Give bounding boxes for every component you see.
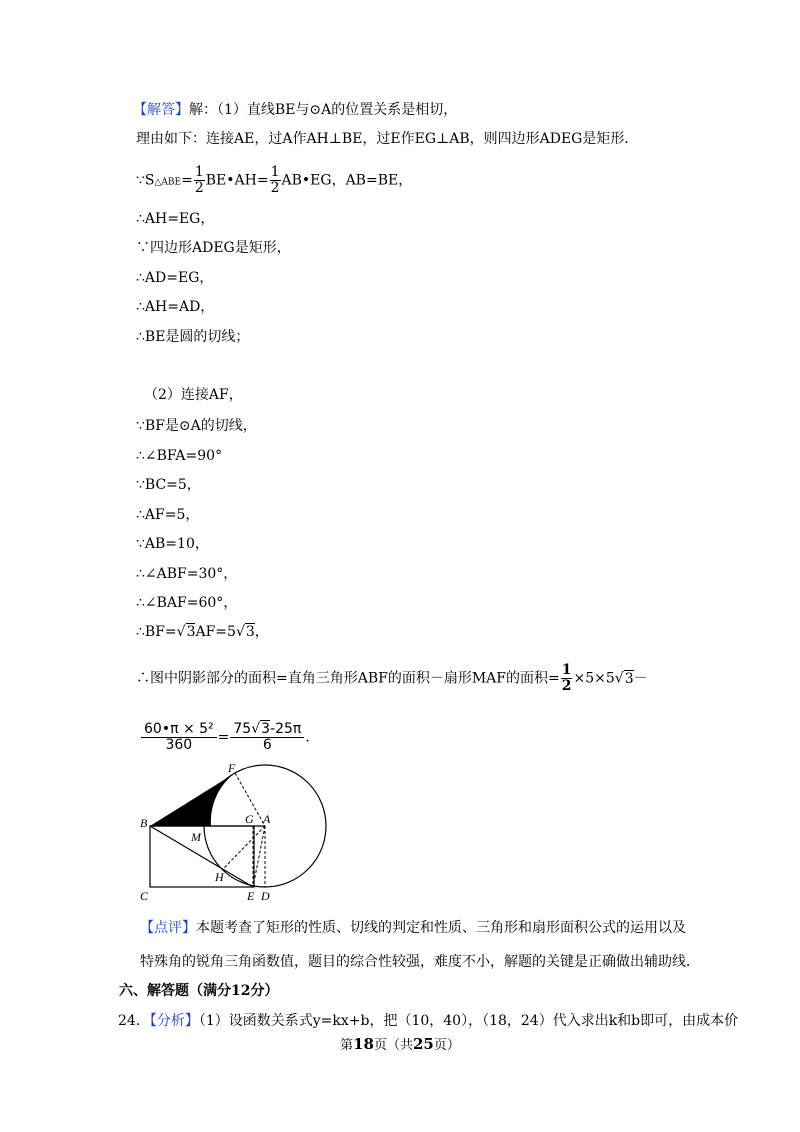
frac-den: 360 (165, 737, 193, 753)
q24-line (118, 1011, 738, 1031)
label-d: D (261, 889, 270, 903)
label-e: E (247, 889, 255, 903)
frac-den: 2 (270, 180, 280, 196)
line-1 (133, 100, 457, 120)
equals: = (217, 729, 230, 746)
frac-num: 1 (194, 164, 204, 180)
footer-mid: 页（共 (373, 1038, 413, 1053)
line-15: ∴∠ABF=30°， (136, 566, 238, 582)
line-12: ∵BC=5， (136, 477, 201, 493)
line-10: ∵BF是⊙A的切线， (136, 418, 257, 434)
frac-num: 75√3-25π (230, 722, 304, 738)
sqrt: 3 (186, 624, 196, 640)
shaded-region (150, 773, 235, 826)
line-8: ∴BE是圆的切线； (136, 329, 250, 345)
label-m: M (191, 830, 201, 844)
line-3 (136, 165, 412, 196)
line-19 (140, 722, 319, 753)
frac-den: 2 (561, 678, 572, 694)
line-17-c: ， (254, 624, 269, 640)
sqrt: 3 (261, 721, 271, 737)
line-18-c: － (633, 670, 648, 687)
comment-text-1: 本题考查了矩形的性质、切线的判定和性质、三角形和扇形面积公式的运用以及 (196, 920, 686, 936)
comment-line-2: 特殊角的锐角三角函数值，题目的综合性较强，难度不小，解题的关键是正确做出辅助线． (140, 954, 700, 970)
label-b: B (140, 816, 148, 830)
answer-tag: 【解答】 (133, 102, 189, 118)
frac-den: 6 (262, 737, 272, 753)
line-1-text: 解：（1）直线BE与⊙A的位置关系是相切， (189, 102, 458, 118)
frac-den: 2 (194, 180, 204, 196)
line-6: ∴AD=EG， (136, 270, 214, 286)
line-be (150, 826, 253, 887)
total-pages: 25 (413, 1035, 434, 1053)
line-9: （2）连接AF， (144, 387, 243, 403)
line-7: ∴AH=AD， (136, 299, 215, 315)
line-ae (253, 826, 265, 887)
line-3-sub: △ABE (154, 177, 182, 188)
line-2: 理由如下：连接AE，过A作AH⊥BE，过E作EG⊥AB，则四边形ADEG是矩形． (136, 131, 639, 147)
num-b: -25π (270, 721, 302, 737)
fraction (194, 165, 205, 196)
analysis-tag: 【分析】 (149, 1013, 199, 1029)
line-5: ∵四边形ADEG是矩形， (136, 240, 291, 256)
line-ah (223, 826, 265, 869)
period: ． (305, 729, 320, 746)
label-g: G (245, 812, 254, 826)
line-18: ∴图中阴影部分的面积=直角三角形ABF的面积－扇形MAF的面积= $\frac{1}{2}$ ×5×5√3－ (136, 662, 648, 694)
fraction (270, 165, 281, 196)
frac-num: 60•π × 5² (141, 722, 217, 738)
frac-num: 1 (270, 164, 280, 180)
footer-pre: 第 (340, 1038, 354, 1053)
q24-number: 24． (118, 1013, 150, 1029)
line-3-a: ∵S (136, 172, 155, 189)
sqrt: 3 (245, 624, 255, 640)
label-h: H (215, 870, 224, 884)
comment-tag: 【点评】 (140, 920, 196, 936)
line-3-b: = (181, 172, 193, 189)
label-c: C (140, 889, 149, 903)
num-a: 75 (233, 721, 252, 737)
line-17-a: ∴BF= (136, 624, 177, 640)
line-18-b: ×5×5 (573, 670, 615, 687)
footer-post: 页） (433, 1038, 460, 1053)
section-heading: 六、解答题（满分12分） (119, 983, 279, 999)
frac-num: 1 (561, 662, 572, 678)
line-17-b: AF=5 (195, 624, 236, 640)
line-17: ∴BF=√3AF=5√3， (136, 624, 269, 640)
line-3-d: AB•EG，AB=BE， (281, 172, 413, 189)
sqrt: 3 (624, 670, 634, 687)
page-number: 18 (353, 1035, 374, 1053)
line-16: ∴∠BAF=60°， (136, 595, 238, 611)
geometry-figure (135, 760, 345, 910)
fraction (141, 722, 217, 753)
line-3-c: BE•AH= (205, 172, 269, 189)
line-13: ∴AF=5， (136, 507, 200, 523)
line-11: ∴∠BFA=90° (136, 448, 223, 464)
line-4: ∴AH=EG， (136, 211, 215, 227)
fraction (561, 663, 573, 694)
q24-text: （1）设函数关系式y=kx+b，把（10，40），（18，24）代入求出k和b即可，由成本价 (198, 1013, 739, 1029)
page-footer (0, 1034, 800, 1053)
fraction (230, 722, 304, 753)
label-a: A (263, 812, 271, 826)
comment-line-1 (140, 918, 686, 938)
label-f: F (228, 761, 236, 775)
line-14: ∵AB=10， (136, 536, 209, 552)
line-18-a: ∴图中阴影部分的面积=直角三角形ABF的面积－扇形MAF的面积= (136, 670, 560, 687)
